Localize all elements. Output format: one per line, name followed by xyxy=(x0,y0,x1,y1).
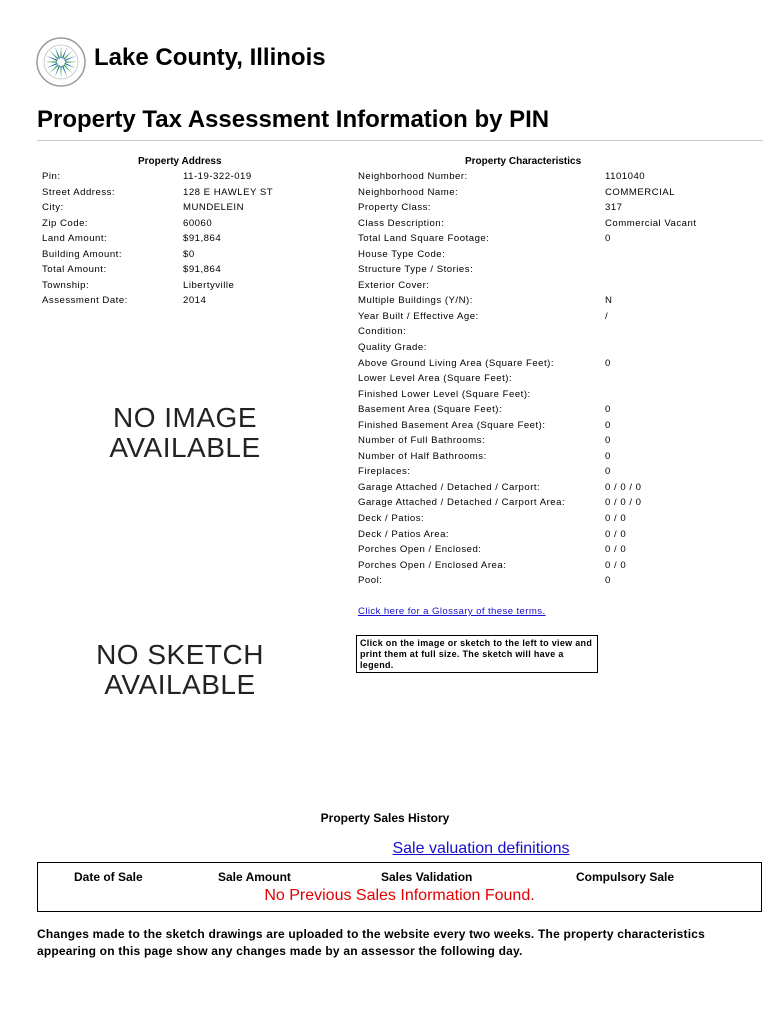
field-value: 0 xyxy=(605,357,611,369)
field-value: 0 xyxy=(605,575,611,587)
property-characteristics-heading: Property Characteristics xyxy=(465,156,582,167)
characteristics-row xyxy=(358,497,758,513)
characteristics-row xyxy=(358,529,758,545)
field-label: Condition: xyxy=(358,326,407,338)
property-characteristics-list xyxy=(358,171,758,591)
field-label: Number of Half Bathrooms: xyxy=(358,450,487,462)
field-label: Zip Code: xyxy=(42,217,89,229)
field-value: 0 / 0 xyxy=(605,544,627,556)
field-value: / xyxy=(605,310,609,322)
field-label: Basement Area (Square Feet): xyxy=(358,404,503,416)
field-value: 0 / 0 xyxy=(605,513,627,525)
field-value: 2014 xyxy=(183,295,207,307)
field-value: $0 xyxy=(183,248,195,260)
field-value: 0 xyxy=(605,435,611,447)
address-row xyxy=(42,187,342,203)
field-value: 317 xyxy=(605,202,623,214)
column-compulsory-sale: Compulsory Sale xyxy=(576,870,675,884)
field-label: House Type Code: xyxy=(358,248,446,260)
field-value: 0 / 0 xyxy=(605,559,627,571)
field-label: City: xyxy=(42,202,64,214)
field-label: Lower Level Area (Square Feet): xyxy=(358,373,513,385)
address-row xyxy=(42,218,342,234)
field-label: Multiple Buildings (Y/N): xyxy=(358,295,473,307)
field-value: 0 xyxy=(605,450,611,462)
characteristics-row xyxy=(358,218,758,234)
address-row xyxy=(42,295,342,311)
characteristics-row xyxy=(358,404,758,420)
property-address-list xyxy=(42,171,342,311)
characteristics-row xyxy=(358,482,758,498)
address-row xyxy=(42,280,342,296)
field-value: 0 xyxy=(605,233,611,245)
field-value: 11-19-322-019 xyxy=(183,171,252,182)
field-label: Fireplaces: xyxy=(358,466,411,478)
field-value: 0 / 0 xyxy=(605,528,627,540)
no-sketch-line1: NO SKETCH xyxy=(96,639,264,670)
column-sale-amount: Sale Amount xyxy=(218,870,291,884)
field-label: Deck / Patios Area: xyxy=(358,528,450,540)
no-sales-message: No Previous Sales Information Found. xyxy=(264,887,535,904)
column-date-of-sale: Date of Sale xyxy=(74,870,143,884)
glossary-link[interactable]: Click here for a Glossary of these terms. xyxy=(358,606,546,617)
characteristics-row xyxy=(358,513,758,529)
characteristics-row xyxy=(358,451,758,467)
no-image-line1: NO IMAGE xyxy=(112,402,257,433)
field-value: 0 / 0 / 0 xyxy=(605,481,642,493)
field-label: Class Description: xyxy=(358,217,445,229)
field-value: 60060 xyxy=(183,217,213,229)
characteristics-row xyxy=(358,389,758,405)
field-label: Garage Attached / Detached / Carport: xyxy=(358,481,541,493)
image-sketch-note: Click on the image or sketch to the left to view and print them at full size. The sketch will have a legend. xyxy=(356,635,598,673)
footnote: Changes made to the sketch drawings are uploaded to the website every two weeks. The property characteristics appearing on this page show any changes made by an assessor the following day. xyxy=(37,927,706,958)
title-divider xyxy=(37,140,763,141)
field-label: Neighborhood Number: xyxy=(358,171,468,182)
characteristics-row xyxy=(358,326,758,342)
address-row xyxy=(42,233,342,249)
field-label: Street Address: xyxy=(42,186,116,198)
field-value: 0 xyxy=(605,419,611,431)
field-label: Pin: xyxy=(42,171,61,182)
field-label: Deck / Patios: xyxy=(358,513,425,525)
field-label: Exterior Cover: xyxy=(358,279,430,291)
field-value: 0 xyxy=(605,466,611,478)
column-sales-validation: Sales Validation xyxy=(381,870,473,884)
characteristics-row xyxy=(358,544,758,560)
field-label: Assessment Date: xyxy=(42,295,128,307)
characteristics-row xyxy=(358,373,758,389)
field-value: Commercial Vacant xyxy=(605,217,697,229)
characteristics-row xyxy=(358,171,758,187)
field-value: COMMERCIAL xyxy=(605,186,676,198)
characteristics-row xyxy=(358,311,758,327)
field-label: Township: xyxy=(42,279,90,291)
characteristics-row xyxy=(358,280,758,296)
no-image-placeholder[interactable] xyxy=(95,403,275,463)
field-label: Garage Attached / Detached / Carport Area: xyxy=(358,497,566,509)
address-row xyxy=(42,249,342,265)
field-label: Finished Basement Area (Square Feet): xyxy=(358,419,546,431)
field-label: Building Amount: xyxy=(42,248,122,260)
field-value: MUNDELEIN xyxy=(183,202,245,214)
characteristics-row xyxy=(358,187,758,203)
address-row xyxy=(42,202,342,218)
field-label: Quality Grade: xyxy=(358,342,427,354)
characteristics-row xyxy=(358,202,758,218)
characteristics-row xyxy=(358,420,758,436)
characteristics-row xyxy=(358,575,758,591)
no-sketch-placeholder[interactable] xyxy=(80,640,280,700)
characteristics-row xyxy=(358,358,758,374)
characteristics-row xyxy=(358,342,758,358)
field-label: Number of Full Bathrooms: xyxy=(358,435,486,447)
address-row xyxy=(42,264,342,280)
characteristics-row xyxy=(358,249,758,265)
characteristics-row xyxy=(358,233,758,249)
field-value: N xyxy=(605,295,613,307)
lake-county-seal-logo xyxy=(36,37,86,87)
page-title: Property Tax Assessment Information by PIN xyxy=(37,106,550,133)
field-label: Total Land Square Footage: xyxy=(358,233,490,245)
field-label: Porches Open / Enclosed: xyxy=(358,544,482,556)
field-label: Year Built / Effective Age: xyxy=(358,310,479,322)
sales-history-title: Property Sales History xyxy=(320,811,450,825)
field-value: 0 xyxy=(605,404,611,416)
field-label: Property Class: xyxy=(358,202,432,214)
characteristics-row xyxy=(358,295,758,311)
no-image-line2: AVAILABLE xyxy=(109,432,261,463)
characteristics-row xyxy=(358,435,758,451)
field-label: Finished Lower Level (Square Feet): xyxy=(358,388,531,400)
field-label: Neighborhood Name: xyxy=(358,186,459,198)
sale-valuation-definitions-link[interactable]: Sale valuation definitions xyxy=(392,840,570,857)
field-label: Porches Open / Enclosed Area: xyxy=(358,559,507,571)
field-label: Structure Type / Stories: xyxy=(358,264,474,276)
address-row xyxy=(42,171,342,187)
characteristics-row xyxy=(358,560,758,576)
characteristics-row xyxy=(358,264,758,280)
field-value: $91,864 xyxy=(183,264,222,276)
field-label: Pool: xyxy=(358,575,383,587)
sales-history-table xyxy=(37,862,762,912)
field-label: Above Ground Living Area (Square Feet): xyxy=(358,357,555,369)
field-value: $91,864 xyxy=(183,233,222,245)
field-label: Land Amount: xyxy=(42,233,108,245)
field-value: Libertyville xyxy=(183,279,235,291)
field-label: Total Amount: xyxy=(42,264,107,276)
field-value: 0 / 0 / 0 xyxy=(605,497,642,509)
field-value: 128 E HAWLEY ST xyxy=(183,186,274,198)
property-address-heading: Property Address xyxy=(138,156,222,167)
county-name: Lake County, Illinois xyxy=(94,44,326,71)
field-value: 1101040 xyxy=(605,171,646,182)
no-sketch-line2: AVAILABLE xyxy=(104,669,256,700)
characteristics-row xyxy=(358,466,758,482)
